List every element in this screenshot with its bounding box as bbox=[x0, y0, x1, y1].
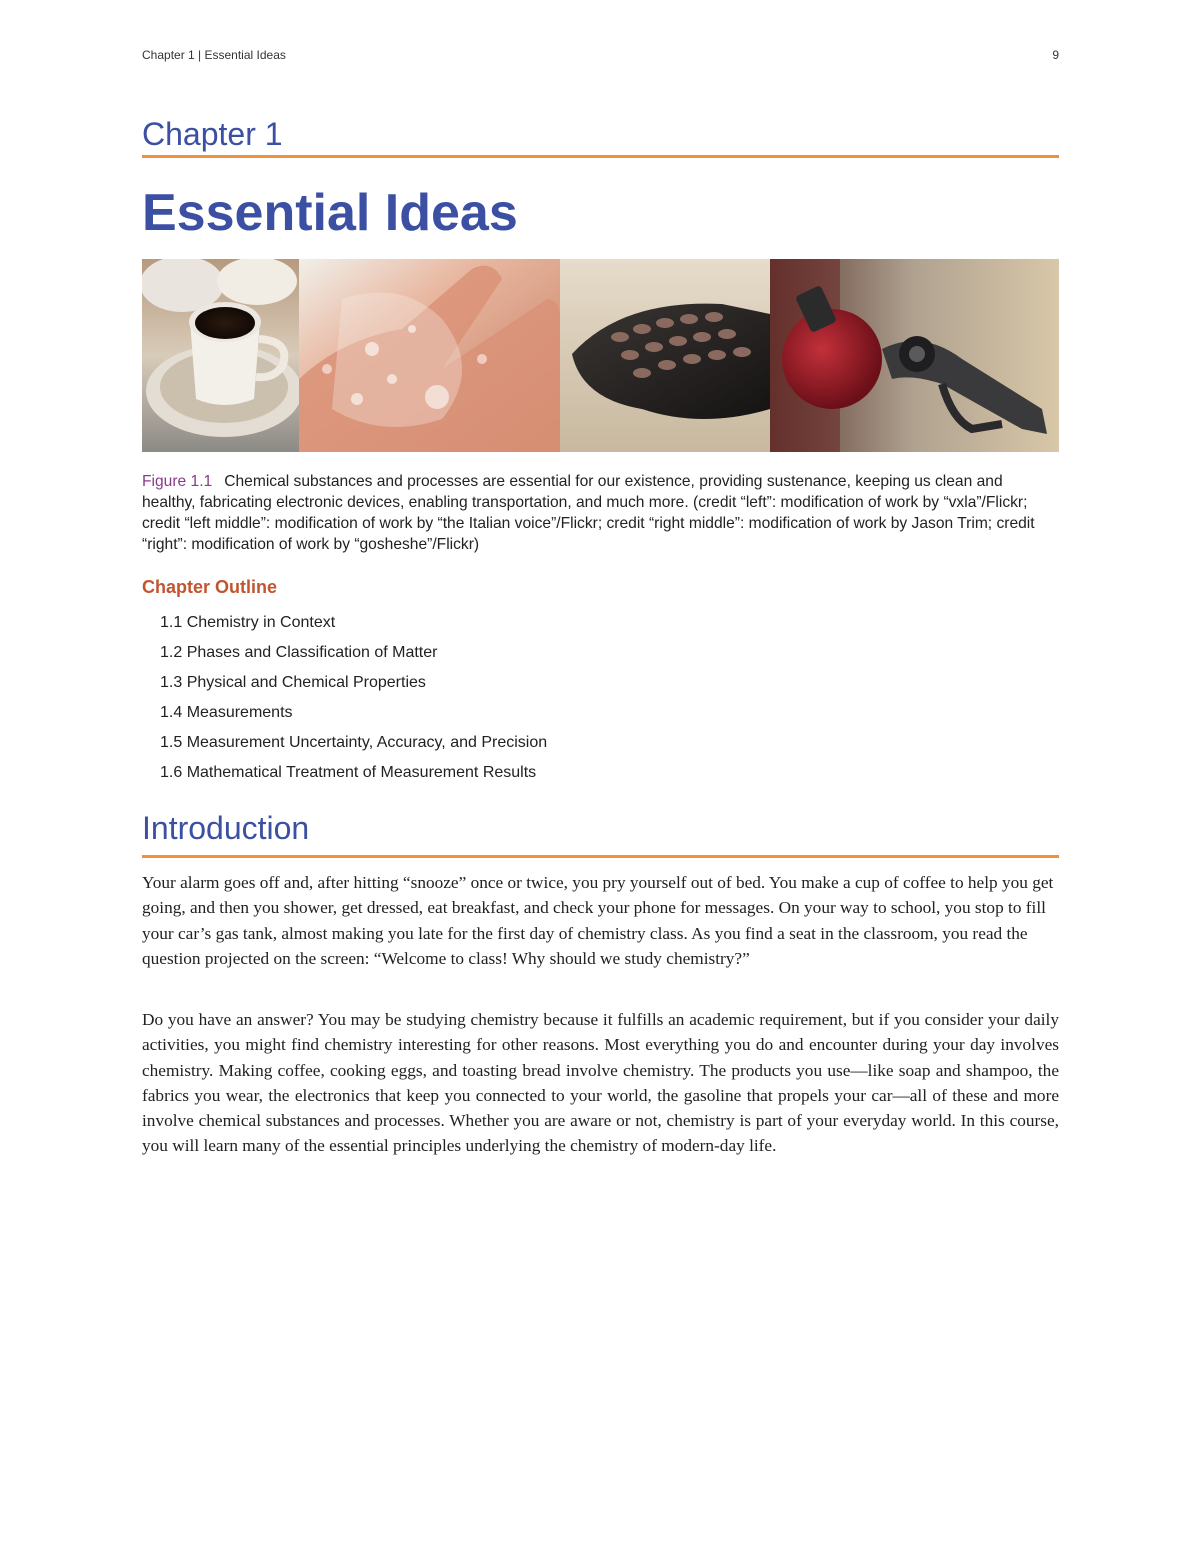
chapter-label: Chapter 1 bbox=[142, 116, 283, 152]
chapter-outline-list bbox=[160, 613, 547, 793]
chapter-rule bbox=[142, 155, 1059, 158]
chapter-title: Essential Ideas bbox=[142, 184, 518, 242]
outline-item: 1.3 Physical and Chemical Properties bbox=[160, 674, 426, 691]
page-number: 9 bbox=[1052, 48, 1059, 62]
running-header bbox=[142, 48, 1059, 62]
document-page bbox=[142, 0, 1059, 1553]
running-title: Chapter 1 | Essential Ideas bbox=[142, 48, 286, 62]
remote-control-image bbox=[560, 259, 770, 452]
figure-caption bbox=[142, 471, 1059, 555]
figure-photo-strip bbox=[142, 259, 1059, 452]
coffee-cup-image bbox=[142, 259, 302, 452]
outline-item: 1.1 Chemistry in Context bbox=[160, 614, 336, 631]
chapter-outline-heading: Chapter Outline bbox=[142, 577, 278, 597]
introduction-rule bbox=[142, 855, 1059, 858]
introduction-title: Introduction bbox=[142, 810, 310, 846]
outline-item: 1.5 Measurement Uncertainty, Accuracy, and Precision bbox=[160, 734, 548, 751]
outline-item: 1.6 Mathematical Treatment of Measurement Results bbox=[160, 764, 537, 781]
soapy-hand-image bbox=[299, 259, 560, 452]
figure-caption-text: Chemical substances and processes are essential for our existence, providing sustenance, keeping us clean and healthy, fabricating electronic devices, enabling transportation, and much more. (credit “left”: modification of work by “vxla”/Flickr; credit “left middle”: modification of work by “the Italian voice”/Flickr; credit “right middle”: modification of work by Jason Trim; credit “right”: modification of work by “gosheshe”/Flickr) bbox=[142, 473, 1035, 553]
gas-pump-nozzle-image bbox=[770, 259, 1059, 452]
figure-number: Figure 1.1 bbox=[142, 473, 213, 490]
introduction-paragraph-2: Do you have an answer? You may be studying chemistry because it fulfills an academic requirement, but if you consider your daily activities, you might find chemistry interesting for other reasons. Most everything you do and encounter during your day involves chemistry. Making coffee, cooking eggs, and toasting bread involve chemistry. The products you use—like soap and shampoo, the fabrics you wear, the electronics that keep you connected to your world, the gasoline that propels your car—all of these and more involve chemical substances and processes. Whether you are aware or not, chemistry is part of your everyday world. In this course, you will learn many of the essential principles underlying the chemistry of modern-day life. bbox=[142, 1010, 1059, 1156]
outline-item: 1.4 Measurements bbox=[160, 704, 293, 721]
outline-item: 1.2 Phases and Classification of Matter bbox=[160, 644, 438, 661]
introduction-paragraph-1: Your alarm goes off and, after hitting “snooze” once or twice, you pry yourself out of bed. You make a cup of coffee to help you get going, and then you shower, get dressed, eat breakfast, and check your phone for messages. On your way to school, you stop to fill your car’s gas tank, almost making you late for the first day of chemistry class. As you find a seat in the classroom, you read the question projected on the screen: “Welcome to class! Why should we study chemistry?” bbox=[142, 873, 1054, 968]
